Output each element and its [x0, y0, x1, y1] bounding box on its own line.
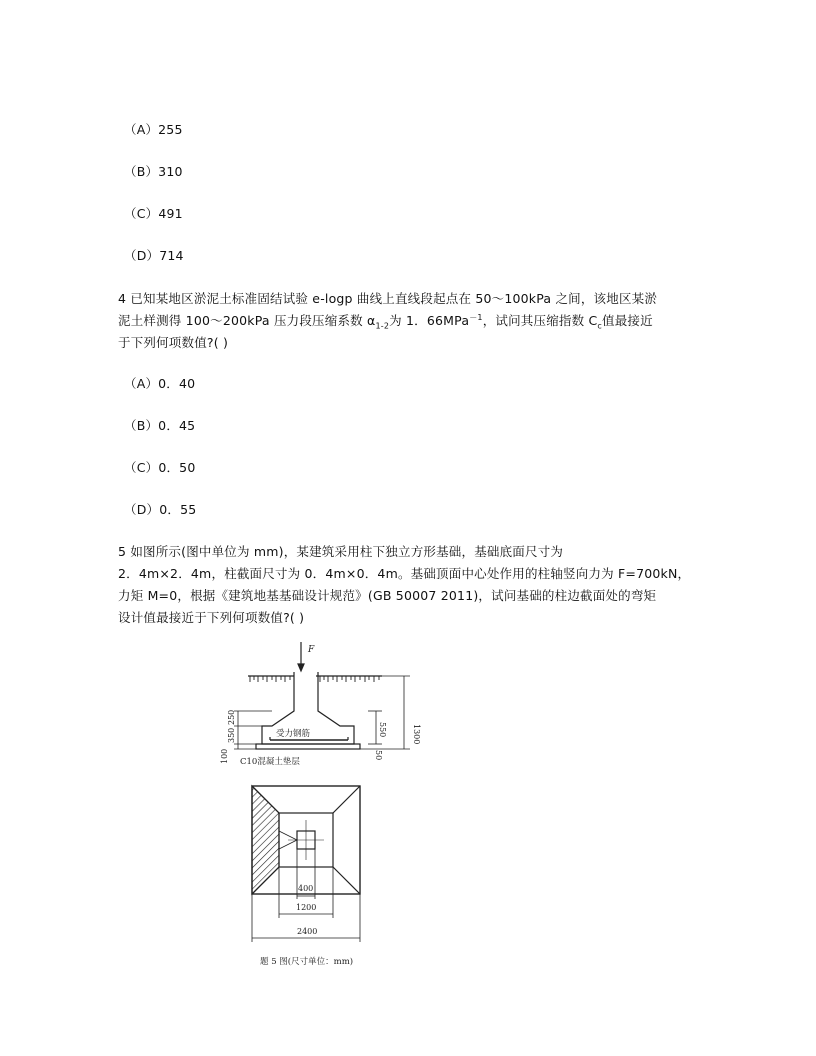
cushion-layer	[256, 744, 360, 749]
q4-option-a: （A）0．40	[124, 376, 196, 391]
cushion-label: C10混凝土垫层	[240, 757, 300, 767]
q4-text-line2: 泥土样测得 100～200kPa 压力段压缩系数 $\alpha_{1-2}$为 1．66MPa$^{-1}$，试问其压缩指数 $C_c$值最接近	[118, 312, 653, 331]
dim-550: 550	[378, 722, 387, 738]
dim-1300: 1300	[412, 724, 421, 745]
q5-text-line4: 设计值最接近于下列何项数值?( )	[118, 610, 305, 625]
figure-caption: 题 5 图(尺寸单位：mm)	[260, 957, 354, 967]
force-arrow-icon	[298, 642, 304, 671]
force-label: F	[308, 645, 315, 655]
dim-50: 50	[374, 750, 383, 761]
dim-400: 400	[298, 884, 314, 893]
q3-option-c: （C）491	[124, 206, 183, 221]
rebar-label: 受力钢筋	[276, 729, 311, 739]
right-dimensions	[360, 676, 410, 749]
foundation-figure	[218, 640, 421, 970]
q4-option-d: （D）0．55	[124, 502, 197, 517]
q5-text-line3: 力矩 M=0，根据《建筑地基基础设计规范》(GB 50007 2011)，试问基础的柱边截面处的弯矩	[118, 588, 657, 603]
q5-text-line1: 5 如图所示(图中单位为 mm)，某建筑采用柱下独立方形基础，基础底面尺寸为	[118, 544, 564, 559]
left-dimensions	[234, 711, 272, 749]
q3-option-a: （A）255	[124, 122, 183, 137]
dim-2400: 2400	[297, 927, 318, 936]
dim-350: 350	[227, 727, 236, 743]
dim-100: 100	[220, 748, 229, 764]
q4-option-c: （C）0．50	[124, 460, 196, 475]
ground-line	[248, 676, 382, 682]
q4-text-line3: 于下列何项数值?( )	[118, 335, 229, 350]
footing-plan	[252, 786, 360, 894]
dim-250: 250	[227, 709, 236, 725]
dim-1200: 1200	[296, 903, 317, 912]
q3-option-d: （D）714	[124, 248, 184, 263]
q3-option-b: （B）310	[124, 164, 183, 179]
q4-text-line1: 4 已知某地区淤泥土标准固结试验 e-logp 曲线上直线段起点在 50～100kPa 之间，该地区某淤	[118, 291, 658, 306]
q5-text-line2: 2．4m×2．4m，柱截面尺寸为 0．4m×0．4m。基础顶面中心处作用的柱轴竖向力为 F=700kN，	[118, 566, 691, 581]
q4-option-b: （B）0．45	[124, 418, 196, 433]
